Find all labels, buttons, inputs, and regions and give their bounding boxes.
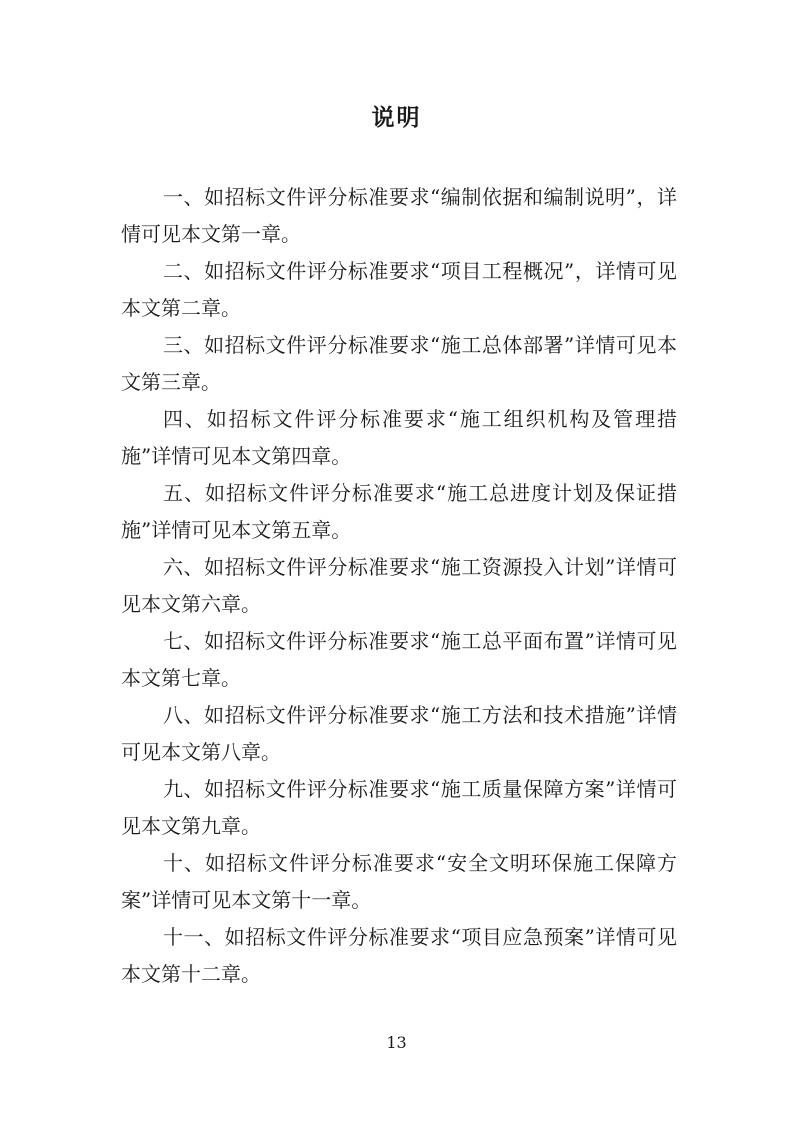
paragraph-8: 八、如招标文件评分标准要求“施工方法和技术措施”详情可见本文第八章。 — [121, 703, 677, 764]
paragraph-5: 五、如招标文件评分标准要求“施工总进度计划及保证措施”详情可见本文第五章。 — [121, 481, 677, 542]
paragraph-10: 十、如招标文件评分标准要求“安全文明环保施工保障方案”详情可见本文第十一章。 — [121, 851, 677, 912]
paragraph-3: 三、如招标文件评分标准要求“施工总体部署”详情可见本文第三章。 — [121, 333, 677, 394]
body-text — [121, 179, 677, 993]
page-number: 13 — [386, 1033, 407, 1052]
paragraph-6: 六、如招标文件评分标准要求“施工资源投入计划”详情可见本文第六章。 — [121, 555, 677, 616]
paragraph-9: 九、如招标文件评分标准要求“施工质量保障方案”详情可见本文第九章。 — [121, 777, 677, 838]
paragraph-4: 四、如招标文件评分标准要求“施工组织机构及管理措施”详情可见本文第四章。 — [121, 407, 677, 468]
paragraph-7: 七、如招标文件评分标准要求“施工总平面布置”详情可见本文第七章。 — [121, 629, 677, 690]
page-title: 说明 — [371, 104, 422, 131]
paragraph-2: 二、如招标文件评分标准要求“项目工程概况”，详情可见本文第二章。 — [121, 259, 677, 320]
paragraph-1: 一、如招标文件评分标准要求“编制依据和编制说明”，详情可见本文第一章。 — [121, 185, 677, 246]
paragraph-11: 十一、如招标文件评分标准要求“项目应急预案”详情可见本文第十二章。 — [121, 925, 677, 986]
